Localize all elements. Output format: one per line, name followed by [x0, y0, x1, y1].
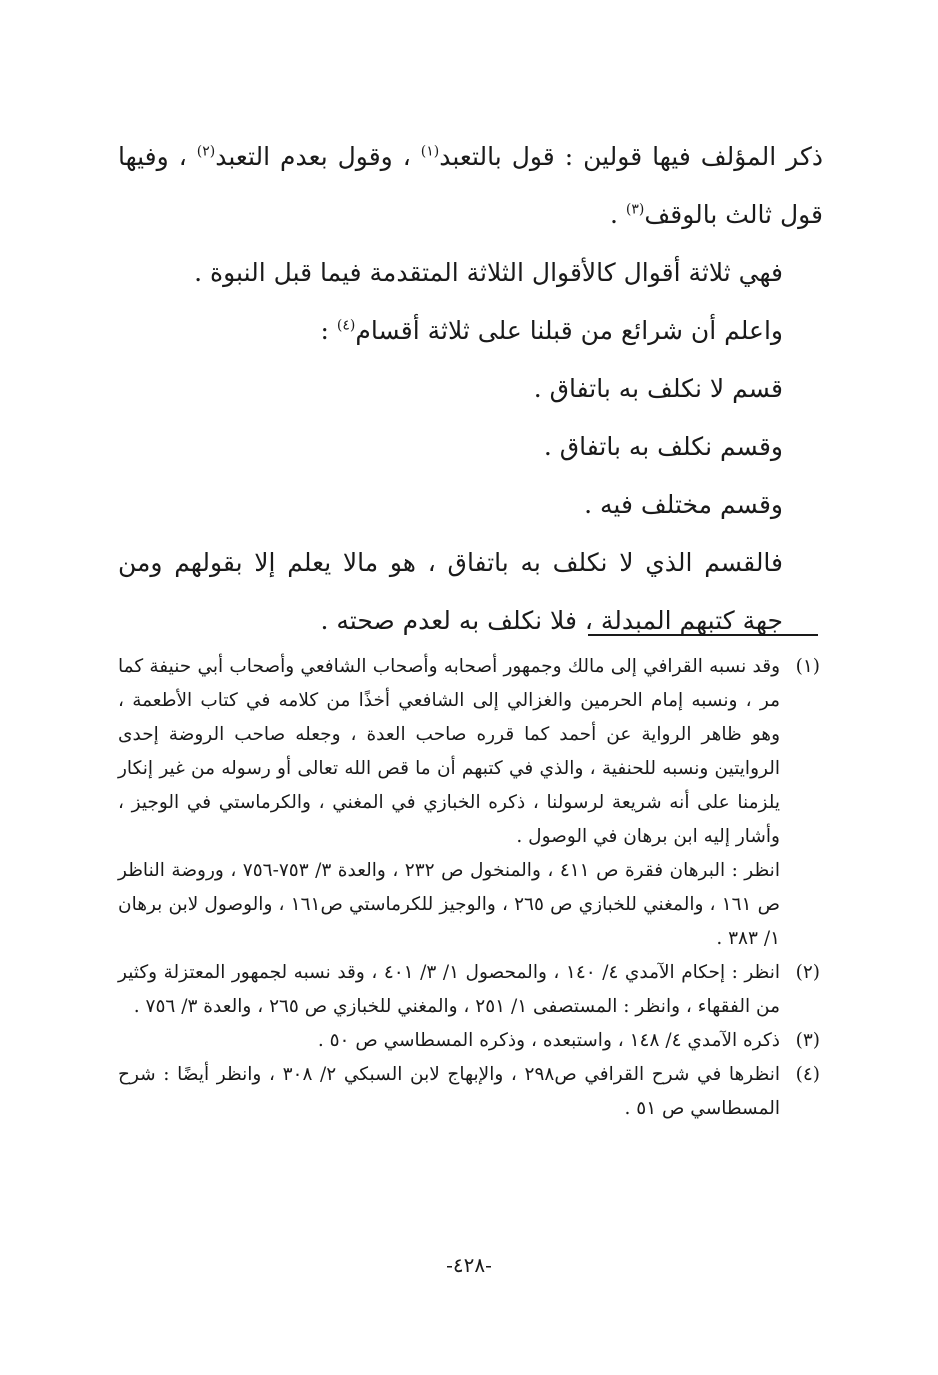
text-span: ، وفيها قول ثالث بالوقف — [118, 142, 823, 229]
footnote-number: (٣) — [795, 1030, 820, 1051]
text-span: ذكر المؤلف فيها قولين : قول بالتعبد — [439, 142, 824, 171]
text-span: : — [320, 316, 337, 345]
footnote-body — [118, 1058, 780, 1126]
footnote-body — [118, 650, 780, 956]
footnote-text: انظر : البرهان فقرة ص ٤١١ ، والمنخول ص ٢٣٢ ، والعدة ٣/ ٧٥٣-٧٥٦ ، وروضة الناظر ص ١٦١ ، والمغني للخبازي ص ٢٦٥ ، والوجيز للكرماستي ص١٦١ ، والوصول لابن برهان ١/ ٣٨٣ . — [118, 860, 780, 949]
paragraph-7: فالقسم الذي لا نكلف به باتفاق ، هو مالا يعلم إلا بقولهم ومن جهة كتبهم المبدلة ، فلا نكلف به لعدم صحته . — [118, 548, 783, 635]
footnote-ref-4: (٤) — [336, 317, 356, 334]
main-text — [118, 128, 823, 650]
paragraph-2: فهي ثلاثة أقوال كالأقوال الثلاثة المتقدمة فيما قبل النبوة . — [194, 258, 783, 287]
footnote-text: وقد نسبه القرافي إلى مالك وجمهور أصحابه وأصحاب الشافعي وأصحاب أبي حنيفة كما مر ، ونسبه إمام الحرمين والغزالي إلى الشافعي أخذًا من كلامه في كتاب الأطعمة ، وهو ظاهر الرواية عن أحمد كما قرره صاحب العدة ، وجعله صاحب الروضة إحدى الروايتين ونسبه للحنفية ، والذي في كتبهم أن ما قص الله تعالى أو رسوله من غير إنكار يلزمنا على أنه شريعة لرسولنا ، ذكره الخبازي في المغني ، والكرماستي في الوجيز ، وأشار إليه ابن برهان في الوصول . — [118, 656, 780, 847]
footnotes — [118, 650, 820, 1126]
paragraph-4: قسم لا نكلف به باتفاق . — [533, 374, 783, 403]
paragraph-3 — [118, 302, 823, 360]
paragraph-1 — [118, 128, 823, 244]
text-span: واعلم أن شرائع من قبلنا على ثلاثة أقسام — [355, 316, 783, 345]
text-span: ، وقول بعدم التعبد — [215, 142, 421, 171]
footnote-number: (٢) — [795, 962, 820, 983]
footnote-body — [118, 956, 780, 1024]
footnote-3 — [118, 1024, 820, 1058]
footnote-1 — [118, 650, 820, 956]
footnote-number: (١) — [795, 656, 820, 677]
footnote-ref-3: (٣) — [625, 201, 645, 218]
paragraph-6: وقسم مختلف فيه . — [584, 490, 783, 519]
footnote-separator — [588, 634, 818, 636]
footnote-4 — [118, 1058, 820, 1126]
footnote-2 — [118, 956, 820, 1024]
footnote-body — [118, 1024, 780, 1058]
footnote-text: انظرها في شرح القرافي ص٢٩٨ ، والإبهاج لابن السبكي ٢/ ٣٠٨ ، وانظر أيضًا : شرح المسطاسي ص ٥١ . — [118, 1064, 780, 1119]
footnote-ref-1: (١) — [420, 143, 440, 160]
footnote-ref-2: (٢) — [196, 143, 216, 160]
paragraph-5: وقسم نكلف به باتفاق . — [543, 432, 783, 461]
page-number: -٤٢٨- — [446, 1253, 492, 1277]
footnote-text: ذكره الآمدي ٤/ ١٤٨ ، واستبعده ، وذكره المسطاسي ص ٥٠ . — [317, 1030, 780, 1051]
footnote-text: انظر : إحكام الآمدي ٤/ ١٤٠ ، والمحصول ١/ ٣/ ٤٠١ ، وقد نسبه لجمهور المعتزلة وكثير من الفقهاء ، وانظر : المستصفى ١/ ٢٥١ ، والمغني للخبازي ص ٢٦٥ ، والعدة ٣/ ٧٥٦ . — [118, 962, 780, 1017]
footnote-number: (٤) — [795, 1064, 820, 1085]
text-span: . — [610, 200, 626, 229]
